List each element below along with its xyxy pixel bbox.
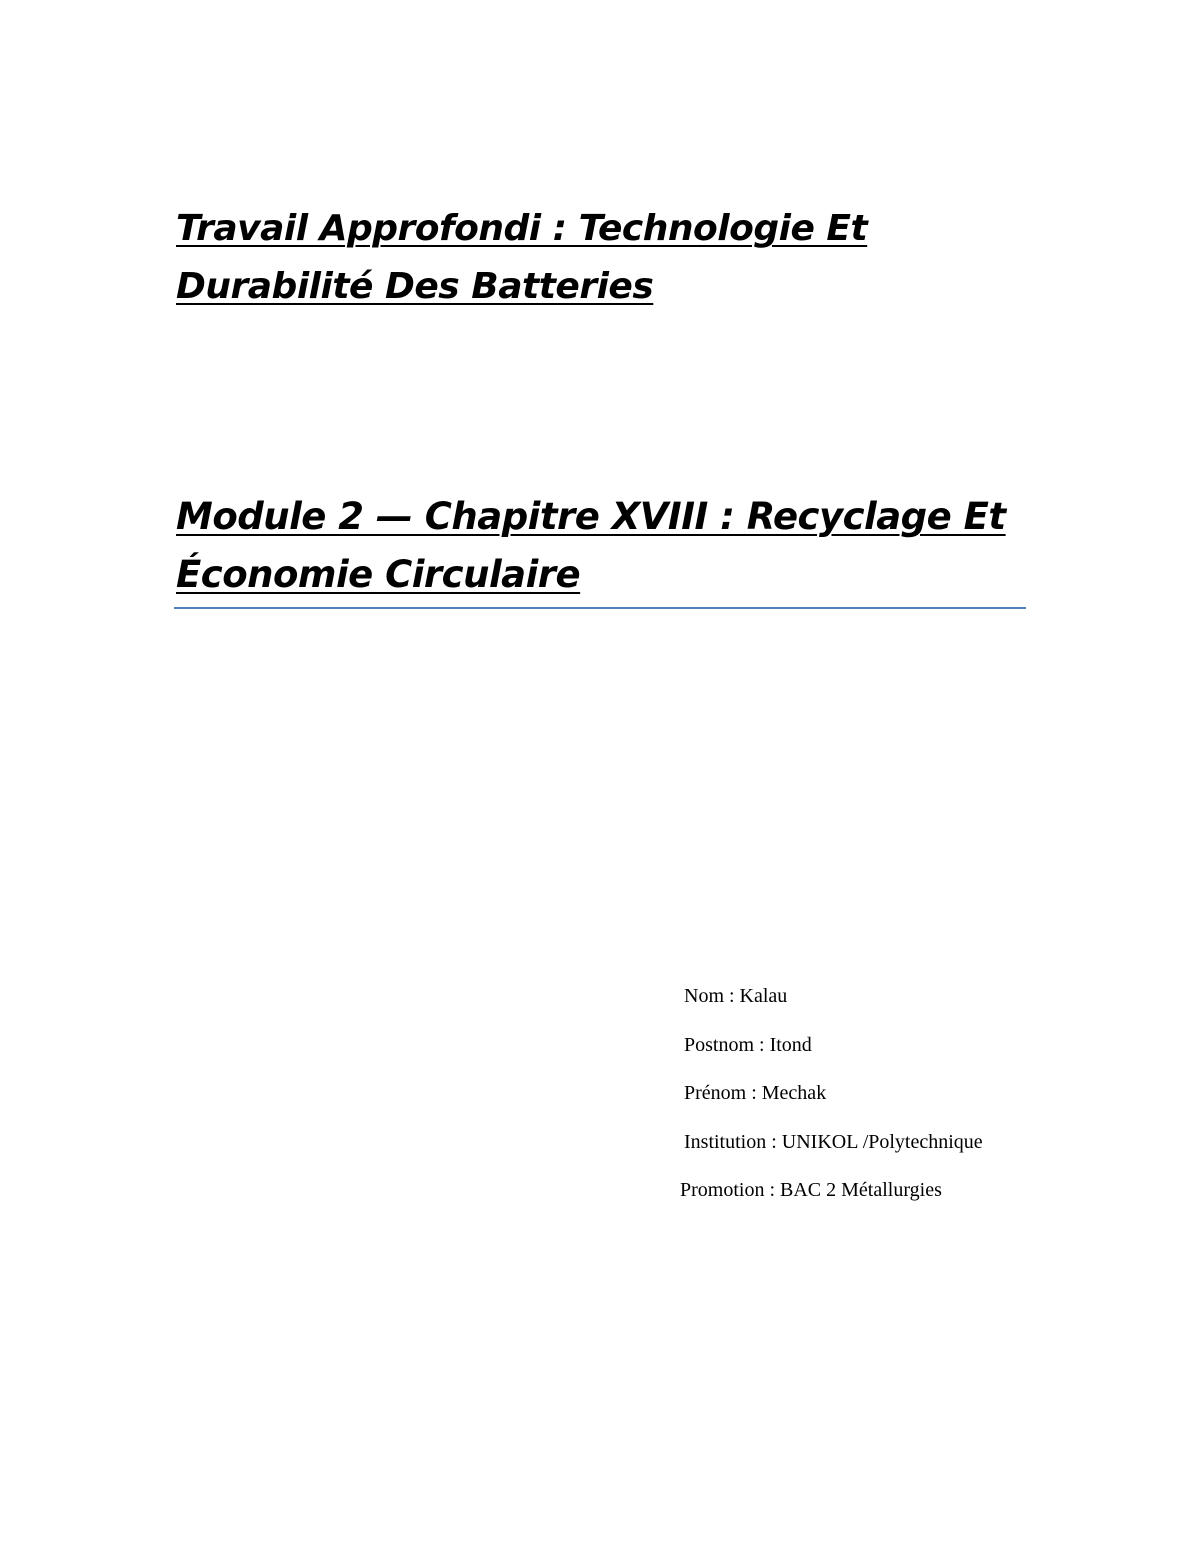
title-line-1: Travail Approfondi : Technologie Et xyxy=(176,208,868,249)
subtitle-line-1: Module 2 — Chapitre XVIII : Recyclage Et xyxy=(176,495,1006,538)
author-info xyxy=(680,982,1100,1225)
author-institution: Institution : UNIKOL /Polytechnique xyxy=(684,1130,983,1153)
author-promotion: Promotion : BAC 2 Métallurgies xyxy=(680,1179,942,1201)
subtitle-divider xyxy=(174,607,1026,609)
title-line-2: Durabilité Des Batteries xyxy=(176,266,654,307)
subtitle-line-2: Économie Circulaire xyxy=(176,553,581,596)
author-nom: Nom : Kalau xyxy=(684,985,788,1007)
author-prenom: Prénom : Mechak xyxy=(684,1082,827,1104)
author-postnom: Postnom : Itond xyxy=(684,1033,812,1056)
document-title xyxy=(176,200,1036,316)
document-subtitle xyxy=(176,488,1036,604)
